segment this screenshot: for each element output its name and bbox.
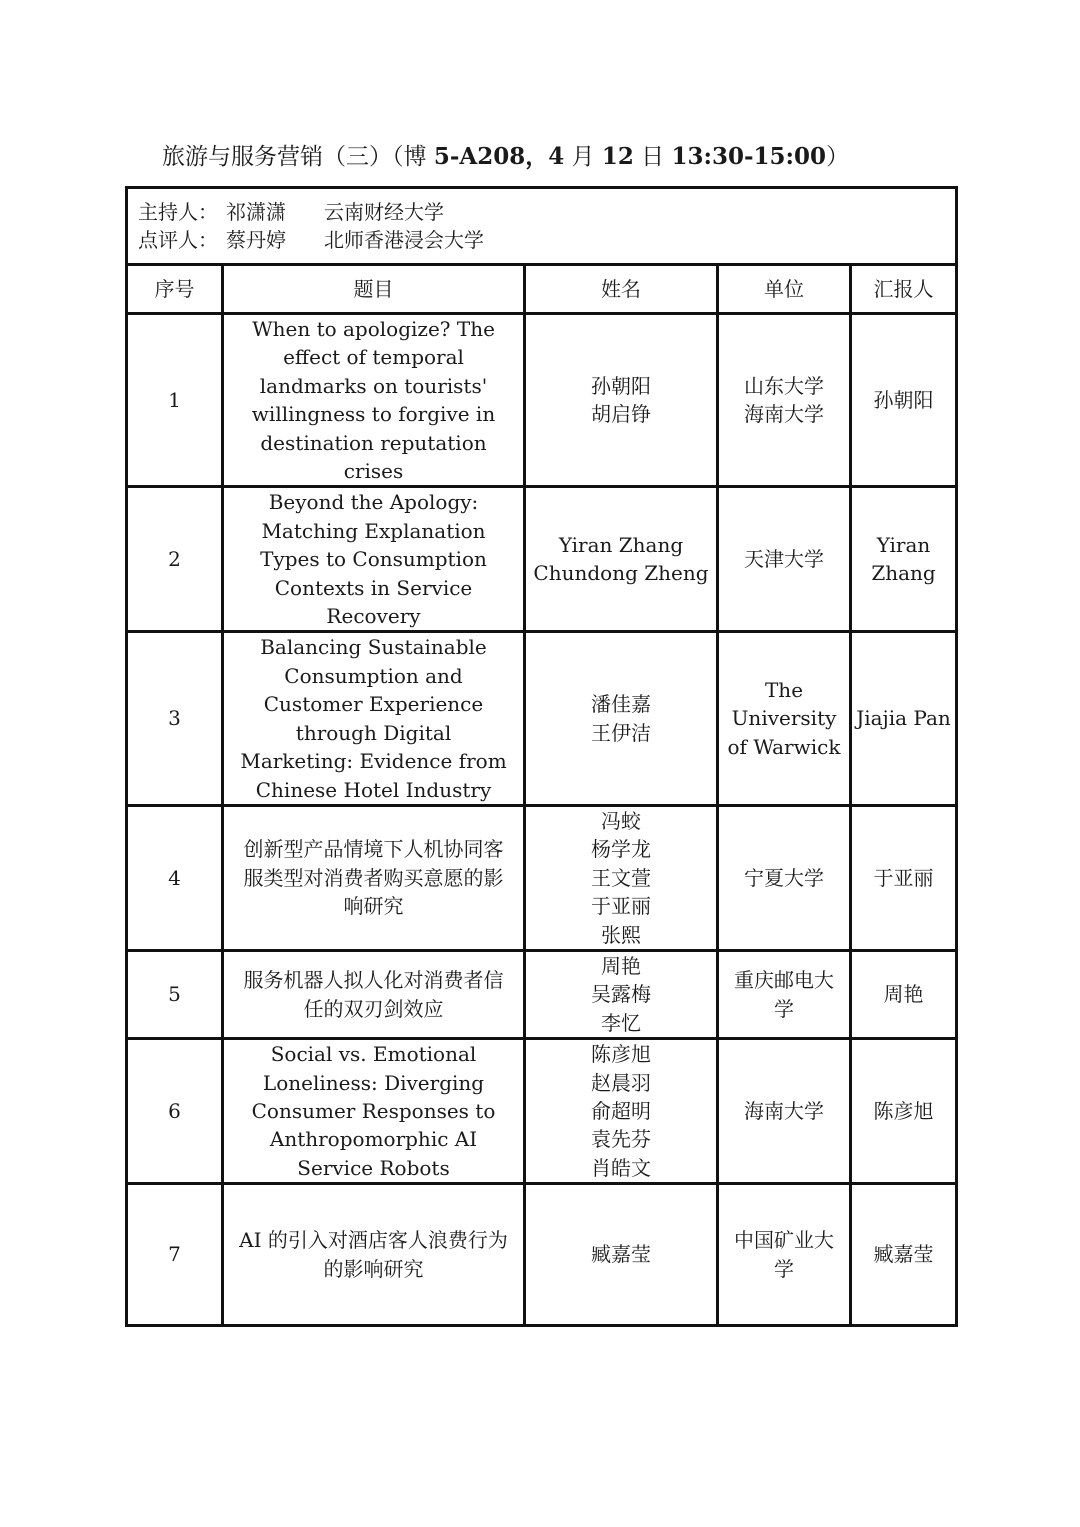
row-topic xyxy=(223,805,525,950)
affiliation-name: 宁夏大学 xyxy=(744,865,824,890)
row-topic xyxy=(223,950,525,1038)
affiliation-name: 山东大学 xyxy=(744,373,824,398)
row-authors xyxy=(525,487,718,632)
author-name: 臧嘉莹 xyxy=(591,1242,651,1267)
table-row xyxy=(127,1039,957,1184)
title-room: 5-A208 xyxy=(433,143,526,170)
affiliation-name: 天津大学 xyxy=(744,547,824,572)
author-name: 李忆 xyxy=(601,1010,641,1035)
author-name: 陈彦旭 xyxy=(591,1042,651,1067)
table-row xyxy=(127,314,957,487)
row-authors xyxy=(525,1184,718,1326)
header-authors: 姓名 xyxy=(525,265,718,314)
presenter-name: Yiran Zhang xyxy=(871,533,936,586)
row-no: 4 xyxy=(127,805,223,950)
table-row xyxy=(127,805,957,950)
host-name: 祁潇潇 xyxy=(226,199,286,224)
author-name: 张熙 xyxy=(601,922,641,947)
discussant-label: 点评人： xyxy=(138,228,218,252)
header-affiliation: 单位 xyxy=(718,265,851,314)
header-no: 序号 xyxy=(127,265,223,314)
author-name: 赵晨羽 xyxy=(591,1070,651,1095)
title-day-unit: 日 xyxy=(633,144,672,170)
topic-text: 创新型产品情境下人机协同客服类型对消费者购买意愿的影响研究 xyxy=(243,837,504,919)
title-sep: ， xyxy=(525,143,549,170)
row-no: 1 xyxy=(127,314,223,487)
title-suffix: ） xyxy=(826,144,850,170)
author-name: 于亚丽 xyxy=(591,894,651,919)
author-name: 冯蛟 xyxy=(601,808,641,833)
author-name: 俞超明 xyxy=(591,1098,651,1123)
discussant-name: 蔡丹婷 xyxy=(226,228,286,252)
row-authors xyxy=(525,632,718,805)
affiliation-name: 海南大学 xyxy=(744,1098,824,1123)
row-authors xyxy=(525,314,718,487)
title-time: 13:30-15:00 xyxy=(671,143,827,170)
table-row xyxy=(127,1184,957,1326)
topic-text: Balancing Sustainable Consumption and Customer Experience through Digital Marketing: Evidence from Chinese Hotel Industry xyxy=(240,635,507,802)
affiliation-name: The University of Warwick xyxy=(727,678,841,759)
header-topic: 题目 xyxy=(223,265,525,314)
author-name: 孙朝阳 xyxy=(591,373,651,398)
row-affiliation xyxy=(718,805,851,950)
row-affiliation xyxy=(718,1039,851,1184)
row-topic xyxy=(223,487,525,632)
host-line xyxy=(138,198,945,226)
header-presenter: 汇报人 xyxy=(851,265,957,314)
row-no: 3 xyxy=(127,632,223,805)
table-row xyxy=(127,632,957,805)
topic-text: AI 的引入对酒店客人浪费行为的影响研究 xyxy=(239,1228,508,1281)
author-name: 胡启铮 xyxy=(591,402,651,427)
affiliation-name: 重庆邮电大学 xyxy=(734,968,834,1021)
session-info-cell xyxy=(127,188,957,265)
author-name: 杨学龙 xyxy=(591,837,651,862)
author-name: 吴露梅 xyxy=(591,982,651,1007)
row-no: 7 xyxy=(127,1184,223,1326)
session-title xyxy=(162,140,849,174)
author-name: 王伊洁 xyxy=(591,720,651,745)
author-name: 周艳 xyxy=(601,953,641,978)
host-label: 主持人： xyxy=(138,199,218,224)
table-row xyxy=(127,950,957,1038)
row-presenter: 臧嘉莹 xyxy=(851,1184,957,1326)
topic-text: Social vs. Emotional Loneliness: Diverging Consumer Responses to Anthropomorphic AI Service Robots xyxy=(251,1042,496,1180)
author-name: Chundong Zheng xyxy=(533,561,709,586)
title-day: 12 xyxy=(601,143,634,170)
row-presenter: 孙朝阳 xyxy=(851,314,957,487)
row-topic xyxy=(223,1039,525,1184)
row-topic xyxy=(223,1184,525,1326)
row-presenter xyxy=(851,487,957,632)
row-presenter: 陈彦旭 xyxy=(851,1039,957,1184)
header-row xyxy=(127,265,957,314)
author-name: 潘佳嘉 xyxy=(591,692,651,717)
row-authors xyxy=(525,1039,718,1184)
row-presenter: Jiajia Pan xyxy=(851,632,957,805)
row-no: 2 xyxy=(127,487,223,632)
session-info-row xyxy=(127,188,957,265)
discussant-org: 北师香港浸会大学 xyxy=(324,228,484,252)
row-topic xyxy=(223,632,525,805)
table-row xyxy=(127,487,957,632)
row-no: 6 xyxy=(127,1039,223,1184)
row-affiliation xyxy=(718,950,851,1038)
row-affiliation xyxy=(718,314,851,487)
topic-text: 服务机器人拟人化对消费者信任的双刃剑效应 xyxy=(243,968,504,1021)
affiliation-name: 海南大学 xyxy=(744,402,824,427)
topic-text: Beyond the Apology: Matching Explanation Types to Consumption Contexts in Service Recovery xyxy=(260,490,487,629)
host-org: 云南财经大学 xyxy=(324,199,444,224)
author-name: 王文萱 xyxy=(591,865,651,890)
author-name: Yiran Zhang xyxy=(558,533,684,558)
author-name: 袁先芬 xyxy=(591,1127,651,1152)
row-topic xyxy=(223,314,525,487)
row-affiliation xyxy=(718,632,851,805)
row-authors xyxy=(525,950,718,1038)
title-prefix: 旅游与服务营销（三）（博 xyxy=(162,144,434,170)
title-month-unit: 月 xyxy=(564,144,602,170)
title-month: 4 xyxy=(548,143,565,170)
topic-text: When to apologize? The effect of temporal landmarks on tourists' willingness to forgive in destination reputation crises xyxy=(251,317,496,484)
affiliation-name: 中国矿业大学 xyxy=(734,1228,834,1281)
discussant-line xyxy=(138,226,945,254)
row-presenter: 周艳 xyxy=(851,950,957,1038)
row-affiliation xyxy=(718,1184,851,1326)
schedule-table xyxy=(125,186,958,1327)
row-presenter: 于亚丽 xyxy=(851,805,957,950)
row-authors xyxy=(525,805,718,950)
row-no: 5 xyxy=(127,950,223,1038)
author-name: 肖皓文 xyxy=(591,1155,651,1180)
row-affiliation xyxy=(718,487,851,632)
